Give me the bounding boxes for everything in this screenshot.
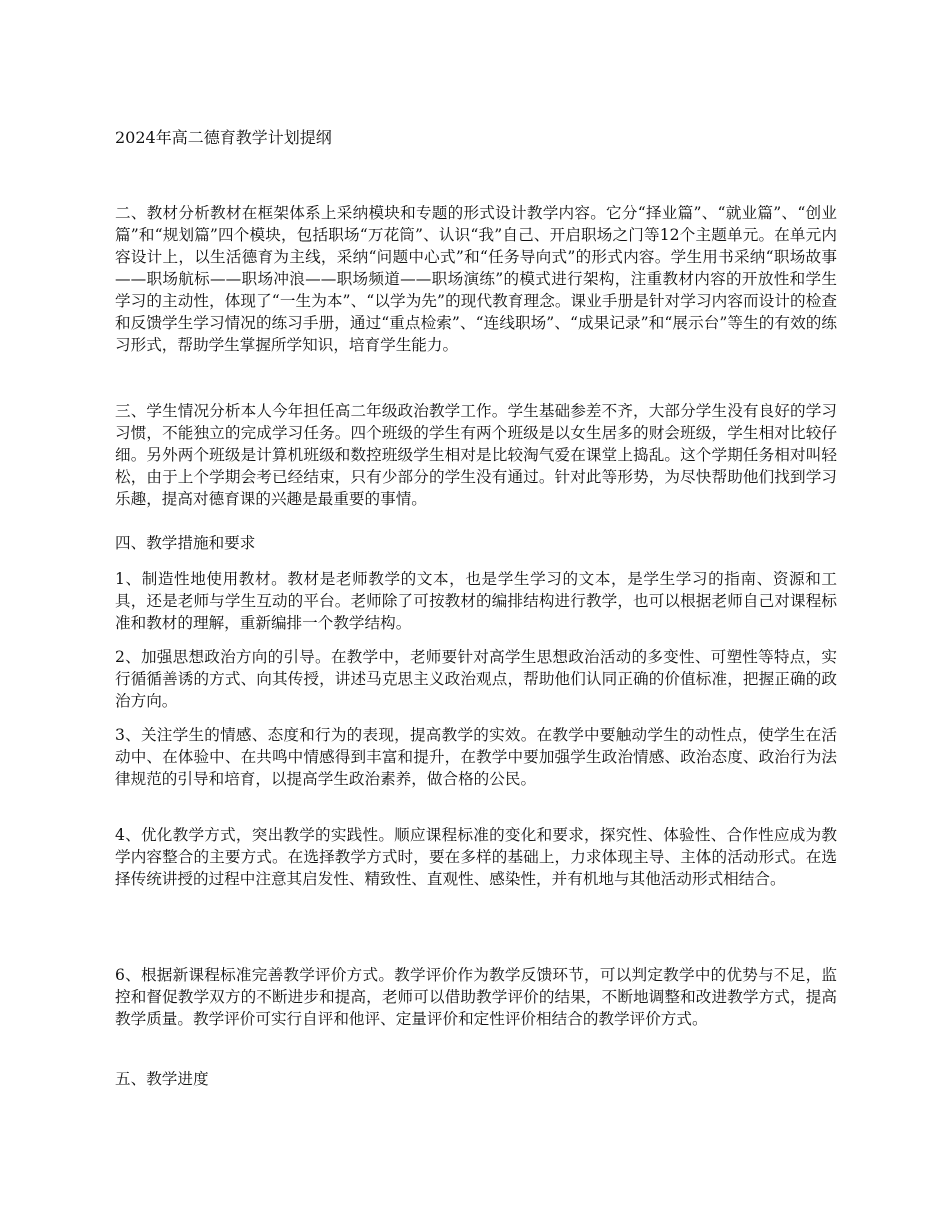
measure-2: 2、加强思想政治方向的引导。在教学中，老师要针对高学生思想政治活动的多变性、可塑性等特点，实行循循善诱的方式、向其传授，讲述马克思主义政治观点，帮助他们认同正确的价值标准，把握正确的政治方向。 xyxy=(115,648,837,710)
measure-3: 3、关注学生的情感、态度和行为的表现，提高教学的实效。在教学中要触动学生的动性点，使学生在活动中、在体验中、在共鸣中情感得到丰富和提升，在教学中要加强学生政治情感、政治态度、政治行为法律规范的引导和培育，以提高学生政治素养，做合格的公民。 xyxy=(115,726,837,788)
section-heading-schedule: 五、教学进度 xyxy=(115,1070,209,1088)
document-title: 2024年高二德育教学计划提纲 xyxy=(115,128,332,147)
section-textbook-analysis: 二、教材分析教材在框架体系上采纳模块和专题的形式设计教学内容。它分“择业篇”、“就业篇”、“创业篇”和“规划篇”四个模块，包括职场“万花筒”、认识“我”自己、开启职场之门等12个主题单元。在单元内容设计上，以生活德育为主线，采纳“问题中心式”和“任务导向式”的形式内容。学生用书采纳“职场故事——职场航标——职场冲浪——职场频道——职场演练”的模式进行架构，注重教材内容的开放性和学生学习的主动性，体现了“一生为本”、“以学为先”的现代教育理念。课业手册是针对学习内容而设计的检查和反馈学生学习情况的练习手册，通过“重点检索”、“连线职场”、“成果记录”和“展示台”等生的有效的练习形式，帮助学生掌握所学知识，培育学生能力。 xyxy=(115,204,837,354)
section-heading-measures: 四、教学措施和要求 xyxy=(115,534,256,552)
section-student-analysis: 三、学生情况分析本人今年担任高二年级政治教学工作。学生基础参差不齐，大部分学生没有良好的学习习惯，不能独立的完成学习任务。四个班级的学生有两个班级是以女生居多的财会班级，学生相对比较仔细。另外两个班级是计算机班级和数控班级学生相对是比较淘气爱在课堂上捣乱。这个学期任务相对叫轻松，由于上个学期会考已经结束，只有少部分的学生没有通过。针对此等形势，为尽快帮助他们找到学习乐趣，提高对德育课的兴趣是最重要的事情。 xyxy=(115,402,837,508)
measure-6: 6、根据新课程标准完善教学评价方式。教学评价作为教学反馈环节，可以判定教学中的优势与不足，监控和督促教学双方的不断进步和提高，老师可以借助教学评价的结果，不断地调整和改进教学方式，提高教学质量。教学评价可实行自评和他评、定量评价和定性评价相结合的教学评价方式。 xyxy=(115,966,837,1028)
measure-4: 4、优化教学方式，突出教学的实践性。顺应课程标准的变化和要求，探究性、体验性、合作性应成为教学内容整合的主要方式。在选择教学方式时，要在多样的基础上，力求体现主导、主体的活动形式。在选择传统讲授的过程中注意其启发性、精致性、直观性、感染性，并有机地与其他活动形式相结合。 xyxy=(115,826,837,888)
measure-1: 1、制造性地使用教材。教材是老师教学的文本，也是学生学习的文本，是学生学习的指南、资源和工具，还是老师与学生互动的平台。老师除了可按教材的编排结构进行教学，也可以根据老师自己对课程标准和教材的理解，重新编排一个教学结构。 xyxy=(115,570,837,632)
